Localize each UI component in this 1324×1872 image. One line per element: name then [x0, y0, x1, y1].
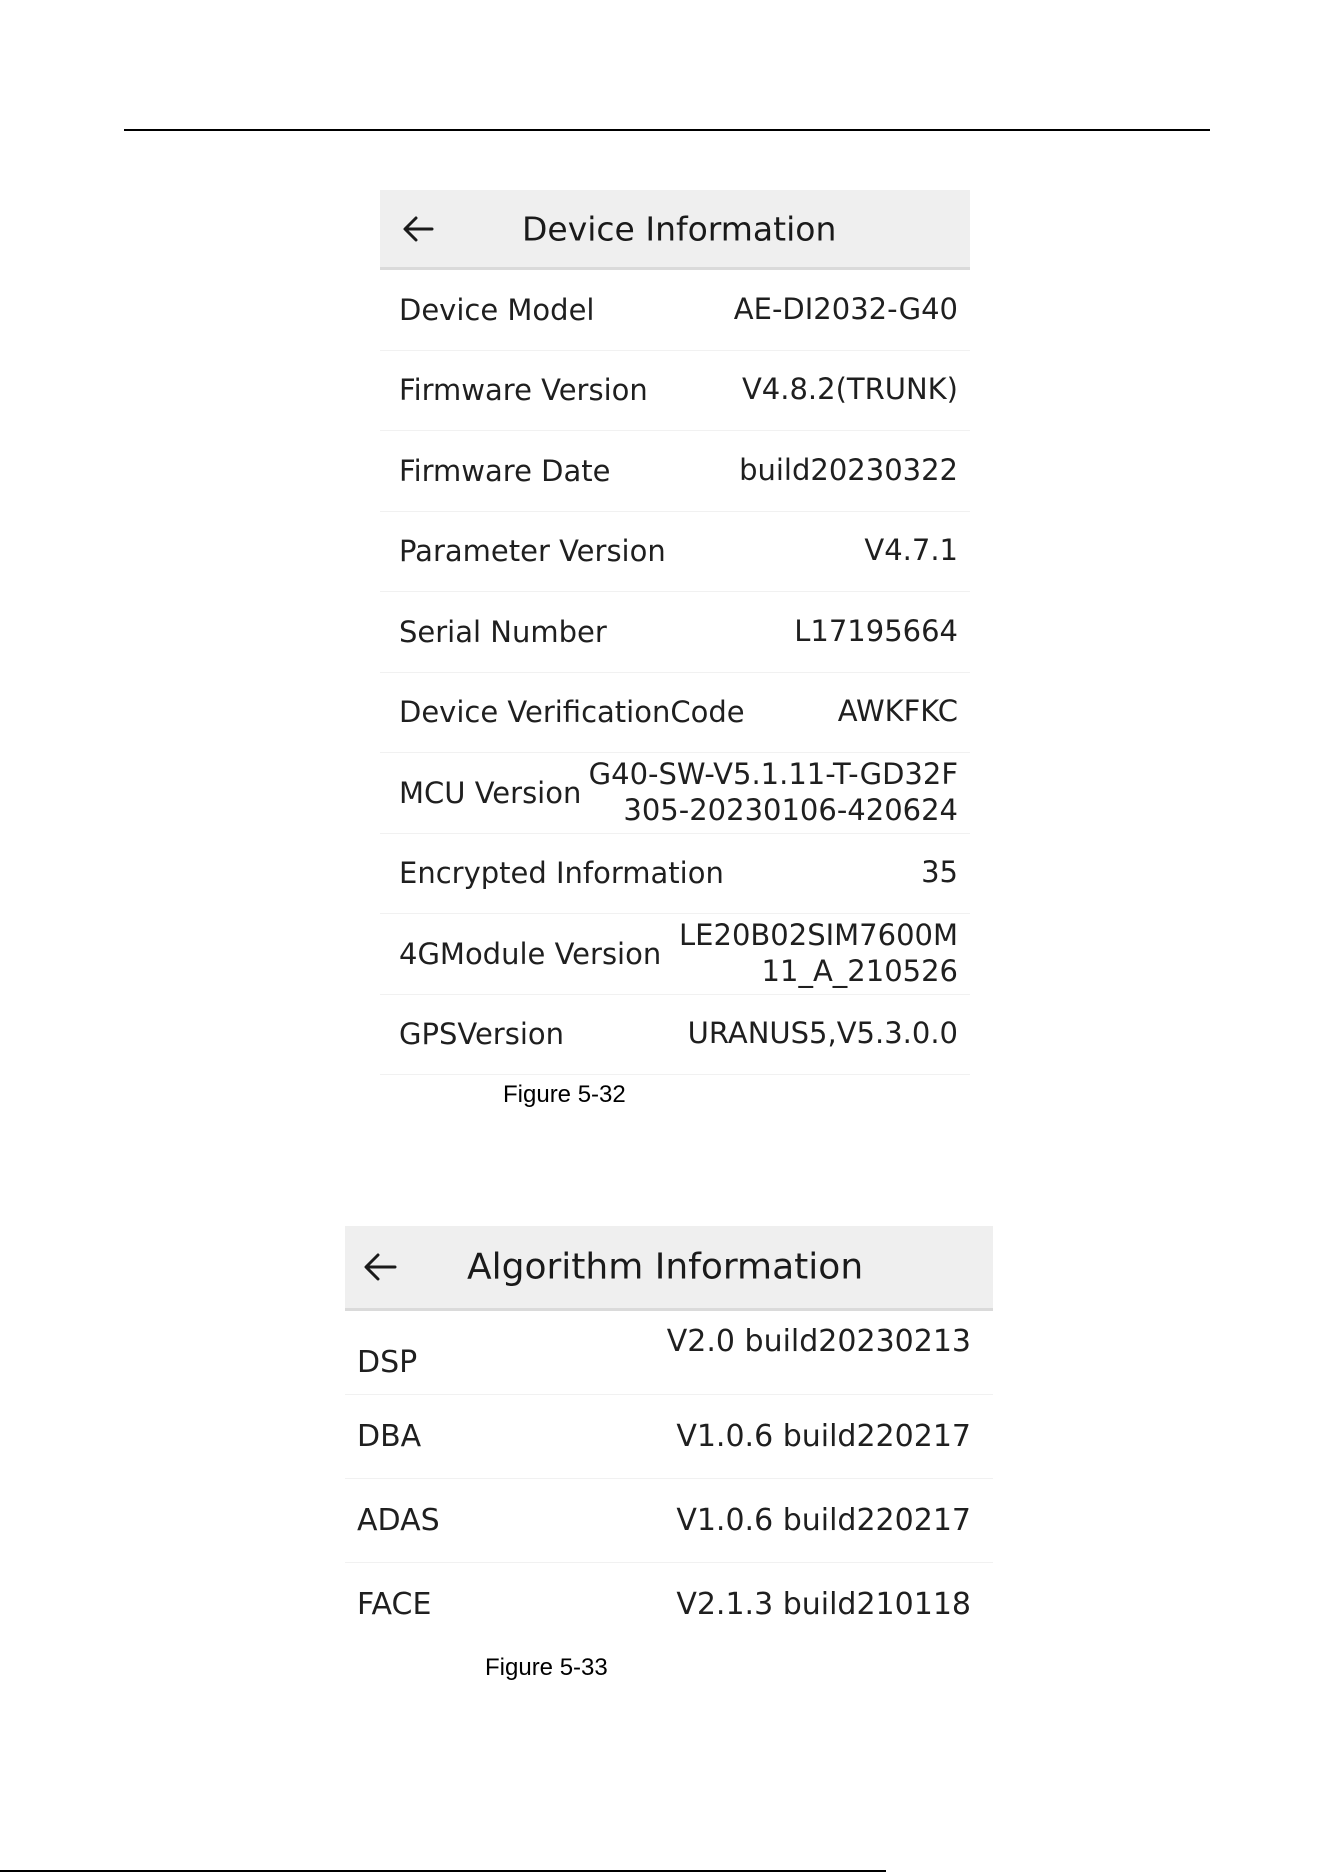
algorithm-info-row-label: FACE: [357, 1587, 432, 1622]
algorithm-info-row: [345, 1479, 993, 1563]
device-info-row-label: Serial Number: [399, 614, 607, 649]
header-rule: [124, 129, 1210, 131]
device-info-row-value-line: AWKFKC: [837, 694, 958, 729]
device-info-row: [380, 673, 970, 754]
algorithm-info-row-label: DSP: [357, 1345, 418, 1380]
algorithm-info-row-value: [667, 1311, 971, 1360]
device-info-row-label: GPSVersion: [399, 1017, 565, 1052]
device-info-row: [380, 995, 970, 1076]
algorithm-info-row-value: [676, 1502, 971, 1539]
device-info-row: [380, 431, 970, 512]
device-info-row-value-line: 305-20230106-420624: [623, 792, 958, 827]
device-info-row-value-line: 11_A_210526: [761, 953, 958, 988]
device-info-row-label: Firmware Date: [399, 453, 611, 488]
device-info-row-label: Device Model: [399, 292, 595, 327]
device-information-header: [380, 190, 970, 270]
device-info-row-value: [688, 1016, 958, 1052]
device-info-row: [380, 351, 970, 432]
device-info-row-value: [742, 372, 958, 408]
device-info-row-value: [734, 292, 958, 328]
algorithm-info-row-value-line: V1.0.6 build220217: [676, 1418, 971, 1454]
device-info-row: [380, 270, 970, 351]
device-info-row-label: 4GModule Version: [399, 936, 662, 971]
device-info-row-value-line: V4.8.2(TRUNK): [741, 372, 958, 407]
algorithm-info-row-value: [676, 1418, 971, 1455]
algorithm-info-row-label: ADAS: [357, 1503, 440, 1538]
device-info-row-value-line: 35: [921, 855, 958, 890]
device-information-list: [380, 270, 970, 1075]
back-arrow-icon[interactable]: [363, 1252, 397, 1282]
algorithm-information-screen: [345, 1226, 993, 1644]
device-info-row-value-line: G40-SW-V5.1.11-T-GD32F: [588, 756, 958, 791]
device-info-row-label: Firmware Version: [399, 373, 648, 408]
device-info-row: [380, 512, 970, 593]
device-info-row-value-line: AE-DI2032-G40: [733, 291, 958, 326]
device-info-row-value-line: build20230322: [739, 452, 958, 487]
figure-caption: Figure 5-32: [503, 1081, 626, 1108]
back-arrow-icon[interactable]: [402, 215, 434, 243]
device-info-row-value: [921, 855, 958, 891]
device-info-row: [380, 753, 970, 834]
device-info-row-value-line: V4.7.1: [864, 533, 958, 568]
device-info-row-value: [864, 533, 958, 569]
figure-caption: Figure 5-33: [485, 1654, 608, 1681]
device-info-row-value: [589, 757, 958, 829]
algorithm-information-list: [345, 1311, 993, 1644]
algorithm-info-row-value-line: V2.0 build20230213: [666, 1324, 971, 1359]
device-info-row-label: MCU Version: [399, 775, 582, 810]
algorithm-info-row: [345, 1311, 993, 1395]
algorithm-info-row: [345, 1395, 993, 1479]
device-info-row-value-line: URANUS5,V5.3.0.0: [687, 1016, 958, 1051]
device-info-row-value: [739, 453, 958, 489]
algorithm-info-row-value-line: V2.1.3 build210118: [676, 1586, 971, 1622]
device-info-row-label: Device VerificationCode: [399, 695, 745, 730]
algorithm-information-header: [345, 1226, 993, 1311]
algorithm-information-title: Algorithm Information: [467, 1246, 864, 1288]
device-info-row-value-line: LE20B02SIM7600M: [679, 917, 958, 952]
algorithm-info-row-value: [676, 1586, 971, 1623]
device-info-row-value: [838, 694, 958, 730]
device-info-row: [380, 592, 970, 673]
device-info-row-label: Encrypted Information: [399, 856, 724, 891]
device-information-screen: [380, 190, 970, 1075]
algorithm-info-row-value-line: V1.0.6 build220217: [676, 1502, 971, 1538]
device-information-title: Device Information: [522, 209, 837, 248]
device-info-row-label: Parameter Version: [399, 534, 666, 569]
algorithm-info-row-label: DBA: [357, 1419, 422, 1454]
device-info-row-value: [679, 918, 958, 990]
device-info-row-value: [794, 614, 958, 650]
device-info-row: [380, 914, 970, 995]
device-info-row-value-line: L17195664: [794, 613, 958, 648]
device-info-row: [380, 834, 970, 915]
algorithm-info-row: [345, 1563, 993, 1644]
